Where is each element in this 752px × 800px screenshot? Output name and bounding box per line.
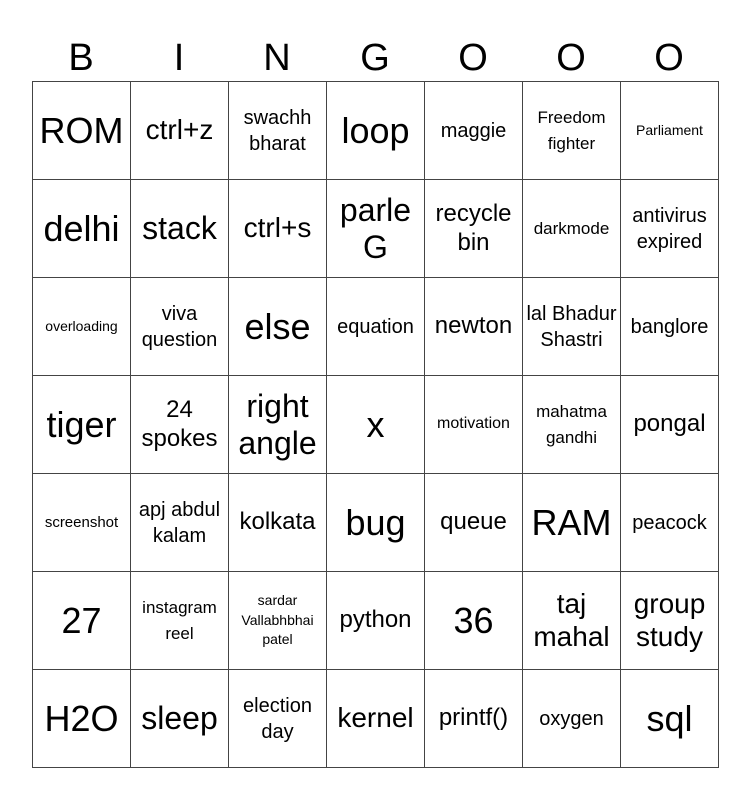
cell-text: sardar Vallabhbhai patel <box>241 592 314 648</box>
cell-text: overloading <box>45 317 118 334</box>
cell-text: printf() <box>438 704 509 732</box>
cell-text: pongal <box>633 410 706 438</box>
cell-text: kernel <box>337 702 414 734</box>
cell-text: parle G <box>339 191 412 265</box>
cell-text: Parliament <box>636 121 703 138</box>
bingo-cell[interactable] <box>131 376 229 474</box>
bingo-cell[interactable] <box>523 572 621 670</box>
bingo-cell[interactable] <box>425 670 523 768</box>
bingo-cell[interactable] <box>327 82 425 180</box>
bingo-cell[interactable] <box>131 572 229 670</box>
cell-text: peacock <box>632 511 707 534</box>
bingo-cell[interactable] <box>131 278 229 376</box>
cell-text: maggie <box>440 119 507 142</box>
cell-text: H2O <box>44 697 119 739</box>
bingo-cell[interactable] <box>131 670 229 768</box>
cell-text: ctrl+s <box>243 212 312 244</box>
bingo-cell[interactable] <box>621 278 719 376</box>
bingo-cell[interactable] <box>425 278 523 376</box>
cell-text: kolkata <box>239 508 316 536</box>
bingo-cell[interactable] <box>621 670 719 768</box>
cell-text: screenshot <box>44 514 119 531</box>
cell-text: Freedom fighter <box>537 108 606 153</box>
bingo-cell[interactable] <box>33 278 131 376</box>
bingo-cell[interactable] <box>327 278 425 376</box>
cell-text: motivation <box>437 415 510 433</box>
cell-text: 24 spokes <box>141 395 218 452</box>
bingo-cell[interactable] <box>33 180 131 278</box>
bingo-cell[interactable] <box>425 572 523 670</box>
bingo-cell[interactable] <box>523 180 621 278</box>
header-letter-o-1: O <box>458 37 488 79</box>
cell-text: python <box>339 606 412 634</box>
bingo-cell[interactable] <box>523 278 621 376</box>
cell-text: else <box>244 305 311 347</box>
bingo-cell[interactable] <box>131 82 229 180</box>
bingo-cell[interactable] <box>621 82 719 180</box>
bingo-cell[interactable] <box>229 278 327 376</box>
cell-text: mahatma gandhi <box>536 402 607 447</box>
bingo-cell[interactable] <box>327 474 425 572</box>
cell-text: election day <box>243 694 312 743</box>
bingo-cell[interactable] <box>327 670 425 768</box>
bingo-cell[interactable] <box>229 474 327 572</box>
cell-text: darkmode <box>533 218 610 238</box>
bingo-cell[interactable] <box>425 474 523 572</box>
cell-text: apj abdul kalam <box>138 498 221 547</box>
cell-text: bug <box>345 501 406 543</box>
cell-text: queue <box>440 508 507 536</box>
header-letter-o-3: O <box>654 37 684 79</box>
bingo-cell[interactable] <box>33 474 131 572</box>
cell-text: tiger <box>46 403 117 445</box>
cell-text: RAM <box>531 501 612 543</box>
bingo-cell[interactable] <box>229 670 327 768</box>
cell-text: ROM <box>39 109 124 151</box>
bingo-cell[interactable] <box>621 474 719 572</box>
bingo-cell[interactable] <box>327 180 425 278</box>
bingo-cell[interactable] <box>523 82 621 180</box>
cell-text: viva question <box>141 302 218 351</box>
bingo-cell[interactable] <box>621 180 719 278</box>
bingo-cell[interactable] <box>229 180 327 278</box>
bingo-cell[interactable] <box>327 376 425 474</box>
bingo-cell[interactable] <box>621 376 719 474</box>
header-letter-n: N <box>263 37 291 79</box>
bingo-cell[interactable] <box>327 572 425 670</box>
bingo-cell[interactable] <box>523 474 621 572</box>
header-letter-i: I <box>173 37 185 79</box>
bingo-cell[interactable] <box>523 670 621 768</box>
cell-text: right angle <box>238 387 317 461</box>
bingo-board <box>32 81 719 768</box>
cell-text: 36 <box>453 599 494 641</box>
bingo-cell[interactable] <box>523 376 621 474</box>
cell-text: ctrl+z <box>145 114 214 146</box>
cell-text: taj mahal <box>533 588 610 652</box>
bingo-cell[interactable] <box>229 572 327 670</box>
bingo-cell[interactable] <box>621 572 719 670</box>
cell-text: sql <box>646 697 693 739</box>
cell-text: sleep <box>141 700 218 737</box>
cell-text: group study <box>633 588 706 652</box>
cell-text: delhi <box>43 207 120 249</box>
cell-text: banglore <box>630 315 709 338</box>
header-letter-b: B <box>68 37 94 79</box>
bingo-cell[interactable] <box>425 180 523 278</box>
cell-text: stack <box>142 210 217 247</box>
cell-text: recycle bin <box>435 199 512 256</box>
bingo-cell[interactable] <box>33 376 131 474</box>
cell-text: antivirus expired <box>632 204 707 253</box>
cell-text: newton <box>434 312 513 340</box>
cell-text: loop <box>341 109 410 151</box>
header-letter-g: G <box>360 37 390 79</box>
cell-text: equation <box>337 315 414 338</box>
bingo-cell[interactable] <box>33 572 131 670</box>
cell-text: x <box>366 403 385 445</box>
bingo-cell[interactable] <box>229 376 327 474</box>
bingo-cell[interactable] <box>425 376 523 474</box>
cell-text: lal Bhadur Shastri <box>526 302 617 351</box>
bingo-cell[interactable] <box>229 82 327 180</box>
cell-text: swachh bharat <box>243 106 312 155</box>
header-letter-o-2: O <box>556 37 586 79</box>
bingo-cell[interactable] <box>131 180 229 278</box>
bingo-cell[interactable] <box>33 670 131 768</box>
cell-text: instagram reel <box>142 598 217 643</box>
cell-text: oxygen <box>539 707 604 730</box>
bingo-cell[interactable] <box>131 474 229 572</box>
bingo-header <box>32 34 718 82</box>
cell-text: 27 <box>61 599 102 641</box>
bingo-cell[interactable] <box>425 82 523 180</box>
bingo-cell[interactable] <box>33 82 131 180</box>
